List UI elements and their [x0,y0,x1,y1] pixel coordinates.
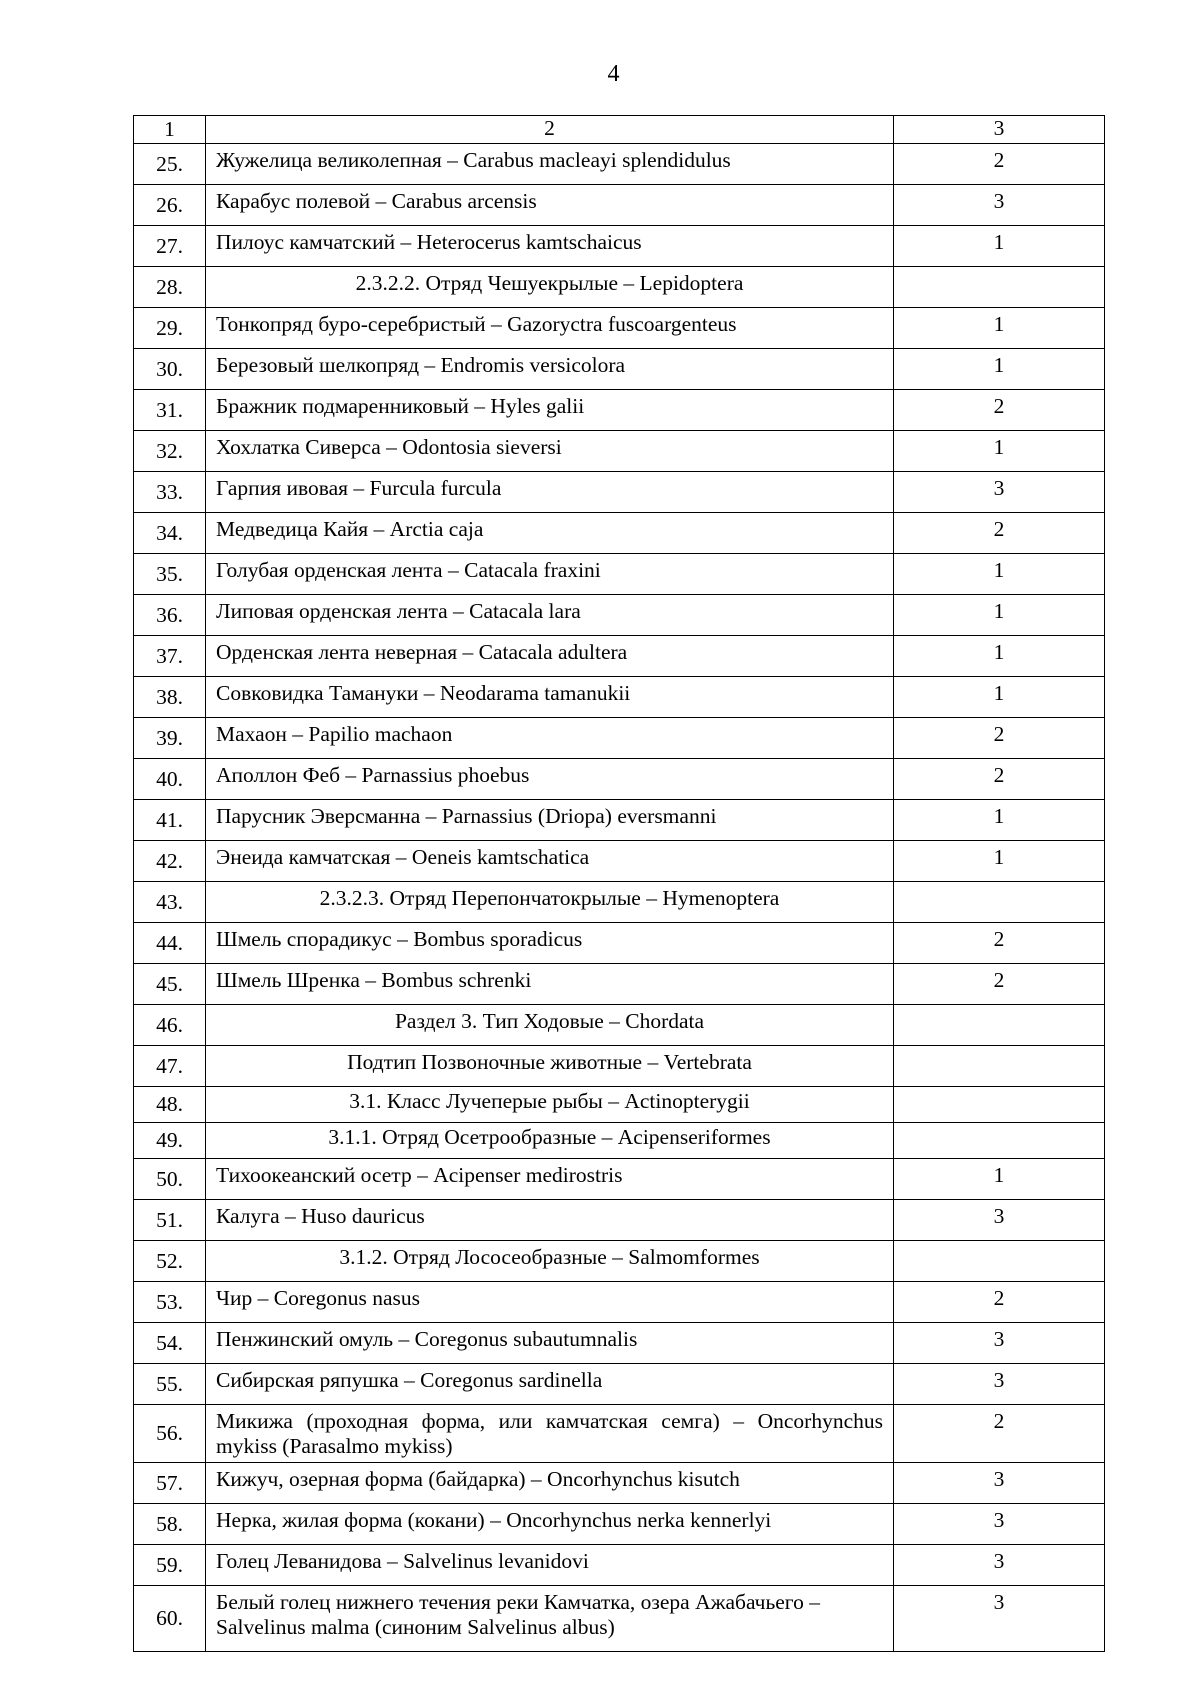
row-number: 26. [134,185,206,226]
row-number: 42. [134,841,206,882]
rarity-category: 3 [894,1586,1105,1652]
table-row [134,800,1105,841]
rarity-category: 3 [894,1504,1105,1545]
rarity-category: 1 [894,349,1105,390]
species-name: Тонкопряд буро-серебристый – Gazoryctra fuscoargenteus [206,308,894,349]
table-row [134,1545,1105,1586]
rarity-category: 3 [894,185,1105,226]
rarity-category: 3 [894,1323,1105,1364]
row-number: 36. [134,595,206,636]
table-row [134,144,1105,185]
species-name: Орденская лента неверная – Catacala adultera [206,636,894,677]
table-row [134,185,1105,226]
table-row [134,554,1105,595]
table-row [134,718,1105,759]
species-name: Хохлатка Сиверса – Odontosia sieversi [206,431,894,472]
rarity-category: 1 [894,431,1105,472]
table-row [134,1200,1105,1241]
table-row [134,308,1105,349]
table-row [134,226,1105,267]
row-number: 40. [134,759,206,800]
table-row [134,1504,1105,1545]
section-heading-row [134,267,1105,308]
rarity-category [894,1123,1105,1159]
section-heading-row [134,882,1105,923]
rarity-category [894,1005,1105,1046]
section-title: 3.1. Класс Лучеперые рыбы – Actinopterygii [206,1087,894,1123]
species-name: Жужелица великолепная – Carabus macleayi splendidulus [206,144,894,185]
species-name: Махаон – Papilio machaon [206,718,894,759]
species-name: Шмель Шренка – Bombus schrenki [206,964,894,1005]
row-number: 46. [134,1005,206,1046]
species-name: Медведица Кайя – Arctia caja [206,513,894,554]
header-col-category: 3 [894,116,1105,144]
species-name: Калуга – Huso dauricus [206,1200,894,1241]
row-number: 57. [134,1463,206,1504]
row-number: 33. [134,472,206,513]
rarity-category: 1 [894,595,1105,636]
header-col-name: 2 [206,116,894,144]
rarity-category: 3 [894,1364,1105,1405]
species-name: Гарпия ивовая – Furcula furcula [206,472,894,513]
species-name: Пилоус камчатский – Heterocerus kamtschaicus [206,226,894,267]
section-heading-row [134,1087,1105,1123]
table-row [134,841,1105,882]
rarity-category: 1 [894,636,1105,677]
table-row [134,1159,1105,1200]
rarity-category: 2 [894,718,1105,759]
row-number: 60. [134,1586,206,1652]
section-heading-row [134,1241,1105,1282]
table-row [134,1364,1105,1405]
row-number: 49. [134,1123,206,1159]
rarity-category: 3 [894,1545,1105,1586]
species-name: Березовый шелкопряд – Endromis versicolora [206,349,894,390]
table-row [134,964,1105,1005]
table-header-row [134,116,1105,144]
species-table [133,115,1105,1652]
table-row [134,595,1105,636]
section-title: 3.1.2. Отряд Лососеобразные – Salmomformes [206,1241,894,1282]
rarity-category: 2 [894,1282,1105,1323]
species-name: Энеида камчатская – Oeneis kamtschatica [206,841,894,882]
rarity-category: 3 [894,1463,1105,1504]
row-number: 52. [134,1241,206,1282]
rarity-category: 1 [894,677,1105,718]
row-number: 54. [134,1323,206,1364]
table-row [134,923,1105,964]
table-row [134,349,1105,390]
species-name: Сибирская ряпушка – Coregonus sardinella [206,1364,894,1405]
row-number: 28. [134,267,206,308]
row-number: 51. [134,1200,206,1241]
rarity-category: 1 [894,226,1105,267]
table-row [134,513,1105,554]
table-row [134,472,1105,513]
rarity-category: 2 [894,1405,1105,1463]
rarity-category [894,267,1105,308]
rarity-category [894,882,1105,923]
row-number: 43. [134,882,206,923]
rarity-category: 2 [894,144,1105,185]
species-name: Карабус полевой – Carabus arcensis [206,185,894,226]
species-name: Пенжинский омуль – Coregonus subautumnalis [206,1323,894,1364]
rarity-category: 3 [894,472,1105,513]
row-number: 56. [134,1405,206,1463]
rarity-category: 2 [894,513,1105,554]
species-name: Голубая орденская лента – Catacala fraxini [206,554,894,595]
rarity-category: 1 [894,841,1105,882]
table-row [134,1323,1105,1364]
row-number: 59. [134,1545,206,1586]
species-name: Шмель спорадикус – Bombus sporadicus [206,923,894,964]
rarity-category: 2 [894,923,1105,964]
page-number: 4 [607,61,620,87]
row-number: 41. [134,800,206,841]
row-number: 35. [134,554,206,595]
species-name: Липовая орденская лента – Catacala lara [206,595,894,636]
rarity-category: 3 [894,1200,1105,1241]
section-heading-row [134,1046,1105,1087]
row-number: 53. [134,1282,206,1323]
row-number: 45. [134,964,206,1005]
row-number: 58. [134,1504,206,1545]
species-name: Бражник подмаренниковый – Hyles galii [206,390,894,431]
species-name: Парусник Эверсманна – Parnassius (Driopa) eversmanni [206,800,894,841]
table-body [134,144,1105,1652]
rarity-category: 2 [894,759,1105,800]
species-name: Кижуч, озерная форма (байдарка) – Oncorhynchus kisutch [206,1463,894,1504]
row-number: 44. [134,923,206,964]
row-number: 34. [134,513,206,554]
section-title: Раздел 3. Тип Ходовые – Chordata [206,1005,894,1046]
table-row [134,1405,1105,1463]
section-heading-row [134,1123,1105,1159]
rarity-category [894,1241,1105,1282]
species-name: Совковидка Тамануки – Neodarama tamanukii [206,677,894,718]
row-number: 50. [134,1159,206,1200]
table-row [134,431,1105,472]
table-row [134,390,1105,431]
row-number: 38. [134,677,206,718]
row-number: 25. [134,144,206,185]
species-name: Белый голец нижнего течения реки Камчатка, озера Ажабачьего – Salvelinus malma (синоним Salvelinus albus) [206,1586,894,1652]
row-number: 29. [134,308,206,349]
section-title: Подтип Позвоночные животные – Vertebrata [206,1046,894,1087]
rarity-category [894,1087,1105,1123]
row-number: 32. [134,431,206,472]
table-row [134,1282,1105,1323]
row-number: 37. [134,636,206,677]
rarity-category: 1 [894,554,1105,595]
table-row [134,1586,1105,1652]
row-number: 55. [134,1364,206,1405]
species-name: Микижа (проходная форма, или камчатская семга) – Oncorhynchus mykiss (Parasalmo mykiss) [206,1405,894,1463]
table-row [134,1463,1105,1504]
section-title: 2.3.2.3. Отряд Перепончатокрылые – Hymenoptera [206,882,894,923]
species-name: Тихоокеанский осетр – Acipenser medirostris [206,1159,894,1200]
table-row [134,636,1105,677]
rarity-category: 2 [894,390,1105,431]
section-heading-row [134,1005,1105,1046]
row-number: 30. [134,349,206,390]
species-name: Аполлон Феб – Parnassius phoebus [206,759,894,800]
rarity-category: 1 [894,800,1105,841]
rarity-category: 1 [894,308,1105,349]
row-number: 31. [134,390,206,431]
row-number: 48. [134,1087,206,1123]
species-name: Голец Леванидова – Salvelinus levanidovi [206,1545,894,1586]
section-title: 3.1.1. Отряд Осетрообразные – Acipenseriformes [206,1123,894,1159]
table-row [134,759,1105,800]
row-number: 47. [134,1046,206,1087]
row-number: 39. [134,718,206,759]
table-row [134,677,1105,718]
rarity-category: 2 [894,964,1105,1005]
row-number: 27. [134,226,206,267]
section-title: 2.3.2.2. Отряд Чешуекрылые – Lepidoptera [206,267,894,308]
species-name: Нерка, жилая форма (кокани) – Oncorhynchus nerka kennerlyi [206,1504,894,1545]
header-col-number: 1 [134,116,206,144]
rarity-category: 1 [894,1159,1105,1200]
species-name: Чир – Coregonus nasus [206,1282,894,1323]
rarity-category [894,1046,1105,1087]
